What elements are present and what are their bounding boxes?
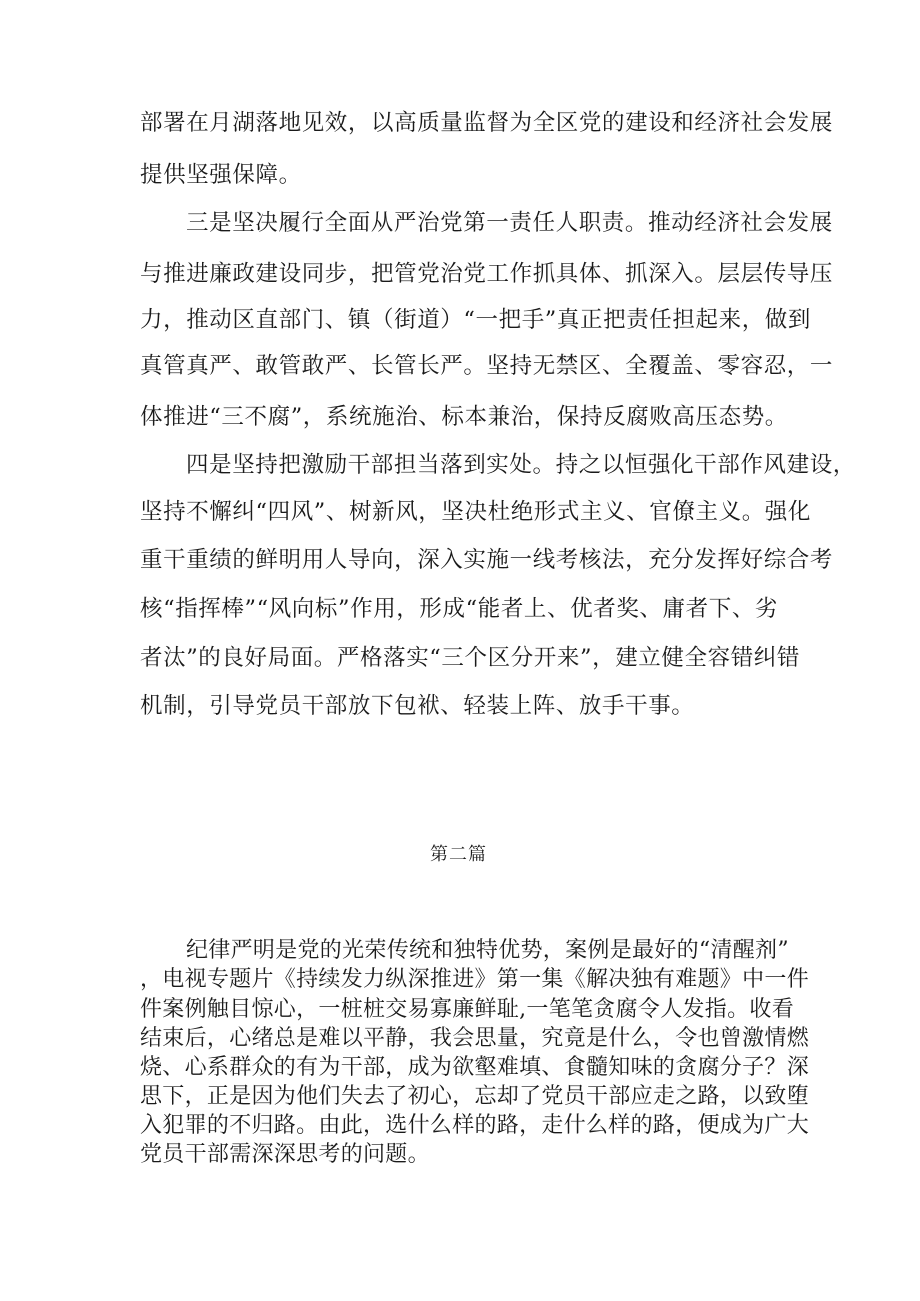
paragraph-line: 提供坚强保障。 <box>140 162 302 188</box>
paragraph-line: 真管真严、敢管敢严、长管长严。坚持无禁区、全覆盖、零容忍，一 <box>140 353 834 379</box>
paragraph-line: 核“指挥棒”“风向标”作用，形成“能者上、优者奖、庸者下、劣 <box>140 596 779 622</box>
paragraph-line: 党员干部需深深思考的问题。 <box>140 1142 430 1167</box>
paragraph-line: 部署在月湖落地见效，以高质量监督为全区党的建设和经济社会发展 <box>140 110 834 136</box>
paragraph-line: 重干重绩的鲜明用人导向，深入实施一线考核法，充分发挥好综合考 <box>140 547 834 573</box>
paragraph-line: 件案例触目惊心，一桩桩交易寡廉鲜耻,一笔笔贪腐令人发指。收看 <box>140 997 794 1022</box>
section-title: 第二篇 <box>430 844 487 865</box>
paragraph-line: 体推进“三不腐”，系统施治、标本兼治，保持反腐败高压态势。 <box>140 404 788 430</box>
paragraph-line: 者汰”的良好局面。严格落实“三个区分开来”，建立健全容错纠错 <box>140 645 801 671</box>
paragraph-line: 纪律严明是党的光荣传统和独特优势，案例是最好的“清醒剂” <box>186 938 789 963</box>
paragraph-line: 结束后，心绪总是难以平静，我会思量，究竟是什么，令也曾激情燃 <box>140 1026 810 1051</box>
paragraph-line: 思下，正是因为他们失去了初心，忘却了党员干部应走之路，以致堕 <box>140 1084 810 1109</box>
paragraph-line: 力，推动区直部门、镇（街道）“一把手”真正把责任担起来，做到 <box>140 307 812 333</box>
paragraph-line: 三是坚决履行全面从严治党第一责任人职责。推动经济社会发展 <box>186 210 833 236</box>
paragraph-line: 机制，引导党员干部放下包袱、轻装上阵、放手干事。 <box>140 693 695 719</box>
paragraph-line: 烧、心系群众的有为干部，成为欲壑难填、食髓知味的贪腐分子？深 <box>140 1055 810 1080</box>
paragraph-line: 入犯罪的不归路。由此，选什么样的路，走什么样的路，便成为广大 <box>140 1113 810 1138</box>
paragraph-line: 与推进廉政建设同步，把管党治党工作抓具体、抓深入。层层传导压 <box>140 261 834 287</box>
paragraph-line: 四是坚持把激励干部担当落到实处。持之以恒强化干部作风建设， <box>186 452 856 478</box>
paragraph-line: ，电视专题片《持续发力纵深推进》第一集《解决独有难题》中一件 <box>140 967 810 992</box>
paragraph-line: 坚持不懈纠“四风”、树新风，坚决杜绝形式主义、官僚主义。强化 <box>140 499 812 525</box>
